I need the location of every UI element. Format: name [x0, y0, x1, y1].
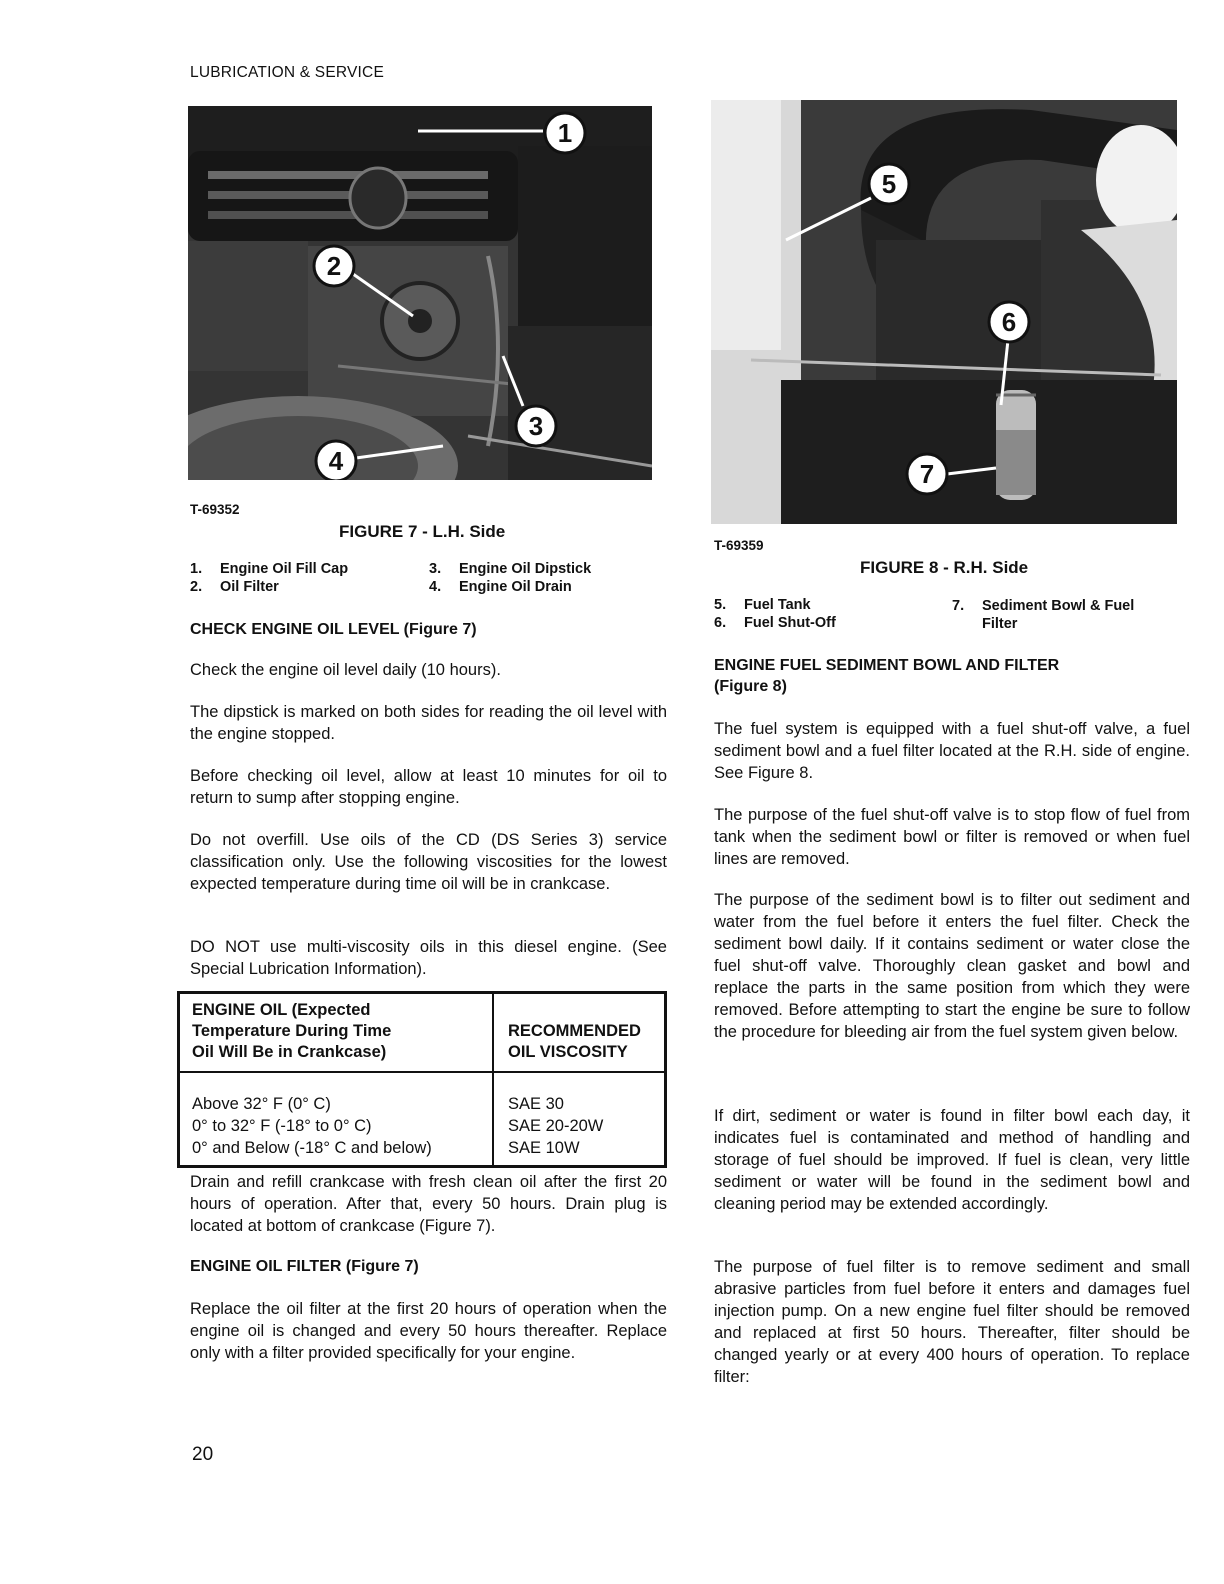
oil-viscosity-table [177, 991, 667, 1168]
figure7-legend-col2 [429, 560, 659, 596]
check-oil-p1: Check the engine oil level daily (10 hours). [190, 661, 501, 679]
figure8-photo [711, 100, 1177, 524]
fuel-p2: The purpose of the fuel shut-off valve is to stop flow of fuel from tank when the sediment bowl or filter is removed or when fuel lines are removed. [714, 806, 1190, 868]
fuel-p5: The purpose of fuel filter is to remove sediment and small abrasive particles from fuel before it enters and damages fuel injection pump. On a new engine fuel filter should be removed and replaced at first 50 hours. Thereafter, filter should be changed yearly or at every 400 hours of operation. To replace filter: [714, 1258, 1190, 1386]
page-number: 20 [192, 1444, 214, 1465]
figure8-title: FIGURE 8 - R.H. Side [860, 558, 1029, 577]
fuel-p1: The fuel system is equipped with a fuel shut-off valve, a fuel sediment bowl and a fuel filter located at the R.H. side of engine. See Figure 8. [714, 720, 1190, 782]
section-header: LUBRICATION & SERVICE [190, 64, 384, 81]
check-oil-heading: CHECK ENGINE OIL LEVEL (Figure 7) [190, 621, 477, 638]
legend-item-continued: Filter [982, 616, 1018, 632]
table-header-viscosity: RECOMMENDED OIL VISCOSITY [493, 993, 666, 1073]
callout-2-label: 2 [326, 251, 342, 281]
check-oil-p5: DO NOT use multi-viscosity oils in this diesel engine. (See Special Lubrication Information). [190, 938, 667, 978]
figure7-photo [188, 106, 652, 480]
figure7-title: FIGURE 7 - L.H. Side [339, 522, 506, 541]
callout-1-label: 1 [557, 118, 573, 148]
callout-4-label: 4 [328, 446, 344, 476]
legend-item: 1. Engine Oil Fill Cap [190, 561, 349, 577]
oil-filter-heading: ENGINE OIL FILTER (Figure 7) [190, 1258, 419, 1275]
legend-item: 3. Engine Oil Dipstick [429, 561, 592, 577]
oil-change-paragraph: Drain and refill crankcase with fresh clean oil after the first 20 hours of operation. After that, every 50 hours. Drain plug is located at bottom of crankcase (Figure 7). [190, 1173, 667, 1235]
legend-item: 7. Sediment Bowl & Fuel [952, 598, 1135, 614]
legend-item: 2. Oil Filter [190, 579, 279, 595]
figure8-legend-col1 [714, 596, 934, 632]
table-header-temperature: ENGINE OIL (Expected Temperature During Time Oil Will Be in Crankcase) [179, 993, 494, 1073]
check-oil-p3: Before checking oil level, allow at least 10 minutes for oil to return to sump after stopping engine. [190, 767, 667, 807]
callout-5-label: 5 [881, 169, 897, 199]
fuel-p3: The purpose of the sediment bowl is to filter out sediment and water from the fuel before it enters the fuel filter. Check the sediment bowl daily. If it contains sediment or water close the fuel shut-off valve. Thoroughly clean gasket and bowl and replace the parts in the same position from which they were removed. Before attempting to start the engine be sure to follow the procedure for bleeding air from the fuel system given below. [714, 891, 1190, 1041]
figure7-legend-col1 [190, 560, 420, 596]
legend-item: 5. Fuel Tank [714, 597, 811, 613]
table-header-row [179, 993, 666, 1073]
fuel-p4: If dirt, sediment or water is found in filter bowl each day, it indicates fuel is contaminated and method of handling and storage of fuel should be improved. If fuel is clean, very little sediment or water will be found in the sediment bowl and cleaning period may be extended accordingly. [714, 1107, 1190, 1213]
check-oil-p2: The dipstick is marked on both sides for reading the oil level with the engine stopped. [190, 703, 667, 743]
table-row [179, 1072, 666, 1167]
callout-3-label: 3 [528, 411, 544, 441]
oil-filter-paragraph: Replace the oil filter at the first 20 hours of operation when the engine oil is changed and every 50 hours thereafter. Replace only with a filter provided specifically for your engine. [190, 1300, 667, 1362]
figure7-code: T-69352 [190, 502, 240, 517]
figure8-code: T-69359 [714, 538, 764, 553]
table-cell-viscosities: SAE 30 SAE 20-20W SAE 10W [493, 1072, 666, 1167]
callout-6-label: 6 [1001, 307, 1017, 337]
table-cell-temperatures: Above 32° F (0° C) 0° to 32° F (-18° to 0° C) 0° and Below (-18° C and below) [179, 1072, 494, 1167]
fuel-sediment-heading: ENGINE FUEL SEDIMENT BOWL AND FILTER (Figure 8) [714, 657, 1060, 695]
figure8-legend-col2 [952, 597, 1176, 633]
legend-item: 6. Fuel Shut-Off [714, 615, 836, 631]
legend-item: 4. Engine Oil Drain [429, 579, 572, 595]
callout-7-label: 7 [919, 459, 935, 489]
check-oil-p4: Do not overfill. Use oils of the CD (DS Series 3) service classification only. Use the following viscosities for the lowest expected temperature during time oil will be in crankcase. [190, 831, 667, 893]
